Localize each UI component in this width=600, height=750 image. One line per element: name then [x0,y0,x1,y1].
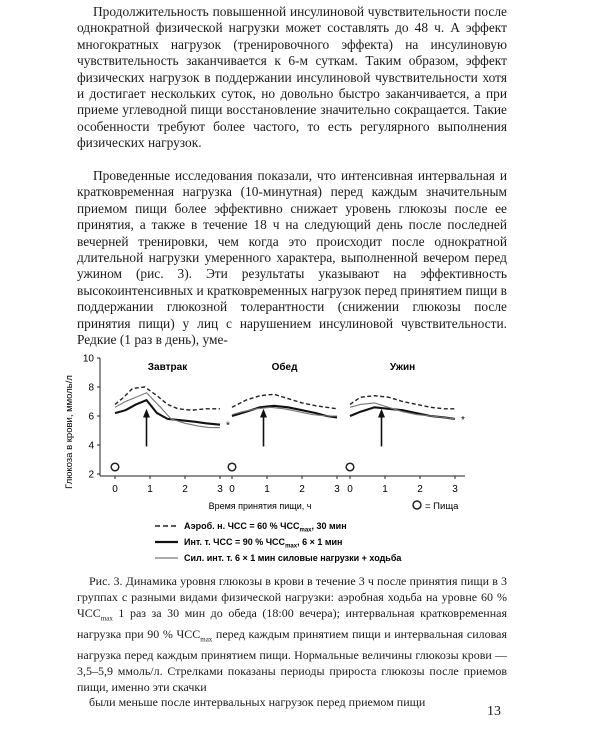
caption-sub-2: max [200,635,213,644]
panel-3 [346,362,465,495]
caption-part-3: перед каждым принятием пищи и интервальная силовая нагрузка перед каждым принятием пищи. Нормальные величины глюкозы крови — 3,5–5,9 ммоль/л. Стрелками показаны периоды прироста глюкозы после приемов пищи, именно эти скачки [77,626,507,694]
legend-label-3 [184,553,402,563]
meal-marker [228,463,236,471]
meal-marker-legend-label: = Пища [425,501,459,512]
paragraph-2-text: Проведенные исследования показали, что интенсивная интервальная и кратковременная нагрузка (10-минутная) перед каждым значительным приемом пищи более эффективно снижает уровень глюкозы после ее принятия, а также в течение 18 ч на следующий день после последней вечерней тренировки, чем когда это происходит после однократной длительной нагрузки умеренного характера, выполненной вечером перед ужином (рис. 3). Эти результаты указывают на эффективность высокоинтенсивных и кратковременных нагрузок перед принятием пищи в поддержании глюкозной толерантности (снижении глюкозы после принятия пищи) у лиц с нарушением инсулиновой чувствительности. Редкие (1 раз в день), уме- [77,168,507,348]
panel-title: Завтрак [147,362,188,373]
x-tick-label: 0 [112,484,118,495]
glucose-figure [60,348,510,573]
x-tick-label: 1 [382,484,388,495]
meal-marker [111,463,119,471]
panel-title: Ужин [389,362,416,373]
panel-2 [228,361,340,495]
series-aerobic-line [350,396,455,409]
x-tick-label: 2 [417,484,423,495]
caption-sub-1: max [100,613,113,622]
panel-title: Обед [271,362,298,373]
meal-marker-legend-icon [413,501,421,509]
glucose-rise-arrow-head [378,409,385,418]
legend-label-text: Аэроб. н. ЧСС = 60 % ЧСС [184,521,300,531]
x-tick-label: 3 [217,484,223,495]
panel-1 [111,362,230,495]
x-tick-label: 0 [347,484,353,495]
series-interval-line [115,400,220,425]
figure-caption [77,574,507,711]
x-tick-label: 3 [452,484,458,495]
page-number: 13 [487,704,501,719]
legend-label-suffix: , 30 мин [311,521,347,531]
legend-label-subscript: max [299,527,312,534]
legend-label-2 [184,537,342,550]
caption-last-line: были меньше после интервальных нагрузок перед приемом пищи [89,695,426,710]
y-tick-label: 8 [88,382,94,394]
y-tick-label: 10 [82,353,94,365]
glucose-rise-arrow-head [260,409,267,418]
legend-label-subscript: max [285,543,298,550]
caption-part-1: Рис. 3. Динамика уровня глюкозы в крови в течение 3 ч после принятия пищи в 3 группах с разными видами физической нагрузки: аэробная ходьба на уровне 60 % ЧСС [77,574,507,620]
glucose-rise-arrow-head [143,409,150,418]
legend-label-text: Сил. инт. т. 6 × 1 мин силовые нагрузки + ходьба [184,553,402,563]
x-tick-label: 0 [229,484,235,495]
x-axis-label: Время принятия пищи, ч [208,501,312,511]
y-tick-label: 2 [88,469,94,481]
paragraph-2 [77,168,507,348]
legend-label-suffix: , 6 × 1 мин [297,537,343,547]
y-tick-label: 6 [88,411,94,423]
paragraph-1-text: Продолжительность повышенной инсулиновой чувствительности после однократной физической нагрузки может составлять до 48 ч. А эффект многократных нагрузок (тренировочного эффекта) на инсулиновую чувствительность заканчивается к 6-м суткам. Таким образом, эффект физических нагрузок в поддержании инсулиновой чувствительности хотя и достигает нескольких суток, но довольно быстро заканчивается, а при приеме углеводной пищи восстановление значительно сокращается. Такие особенности требуют более частого, то есть регулярного выполнения физических нагрузок. [77,4,507,151]
caption-text [77,574,507,695]
x-tick-label: 3 [334,484,340,495]
x-tick-label: 2 [299,484,305,495]
legend-label-text: Инт. т. ЧСС = 90 % ЧСС [184,537,286,547]
x-tick-label: 1 [147,484,153,495]
x-tick-label: 1 [264,484,270,495]
x-tick-label: 2 [182,484,188,495]
legend-label-1 [184,521,347,534]
significance-star: * [226,420,230,432]
y-tick-label: 4 [88,440,94,452]
paragraph-1 [77,4,507,152]
meal-marker [346,463,354,471]
caption-part-2: 1 раз за 30 мин до обеда (18:00 вечера); интервальная кратковременная нагрузка при 90 % ЧСС [77,605,507,641]
significance-star: * [461,414,465,426]
y-axis-label: Глюкоза в крови, ммоль/л [64,375,75,489]
